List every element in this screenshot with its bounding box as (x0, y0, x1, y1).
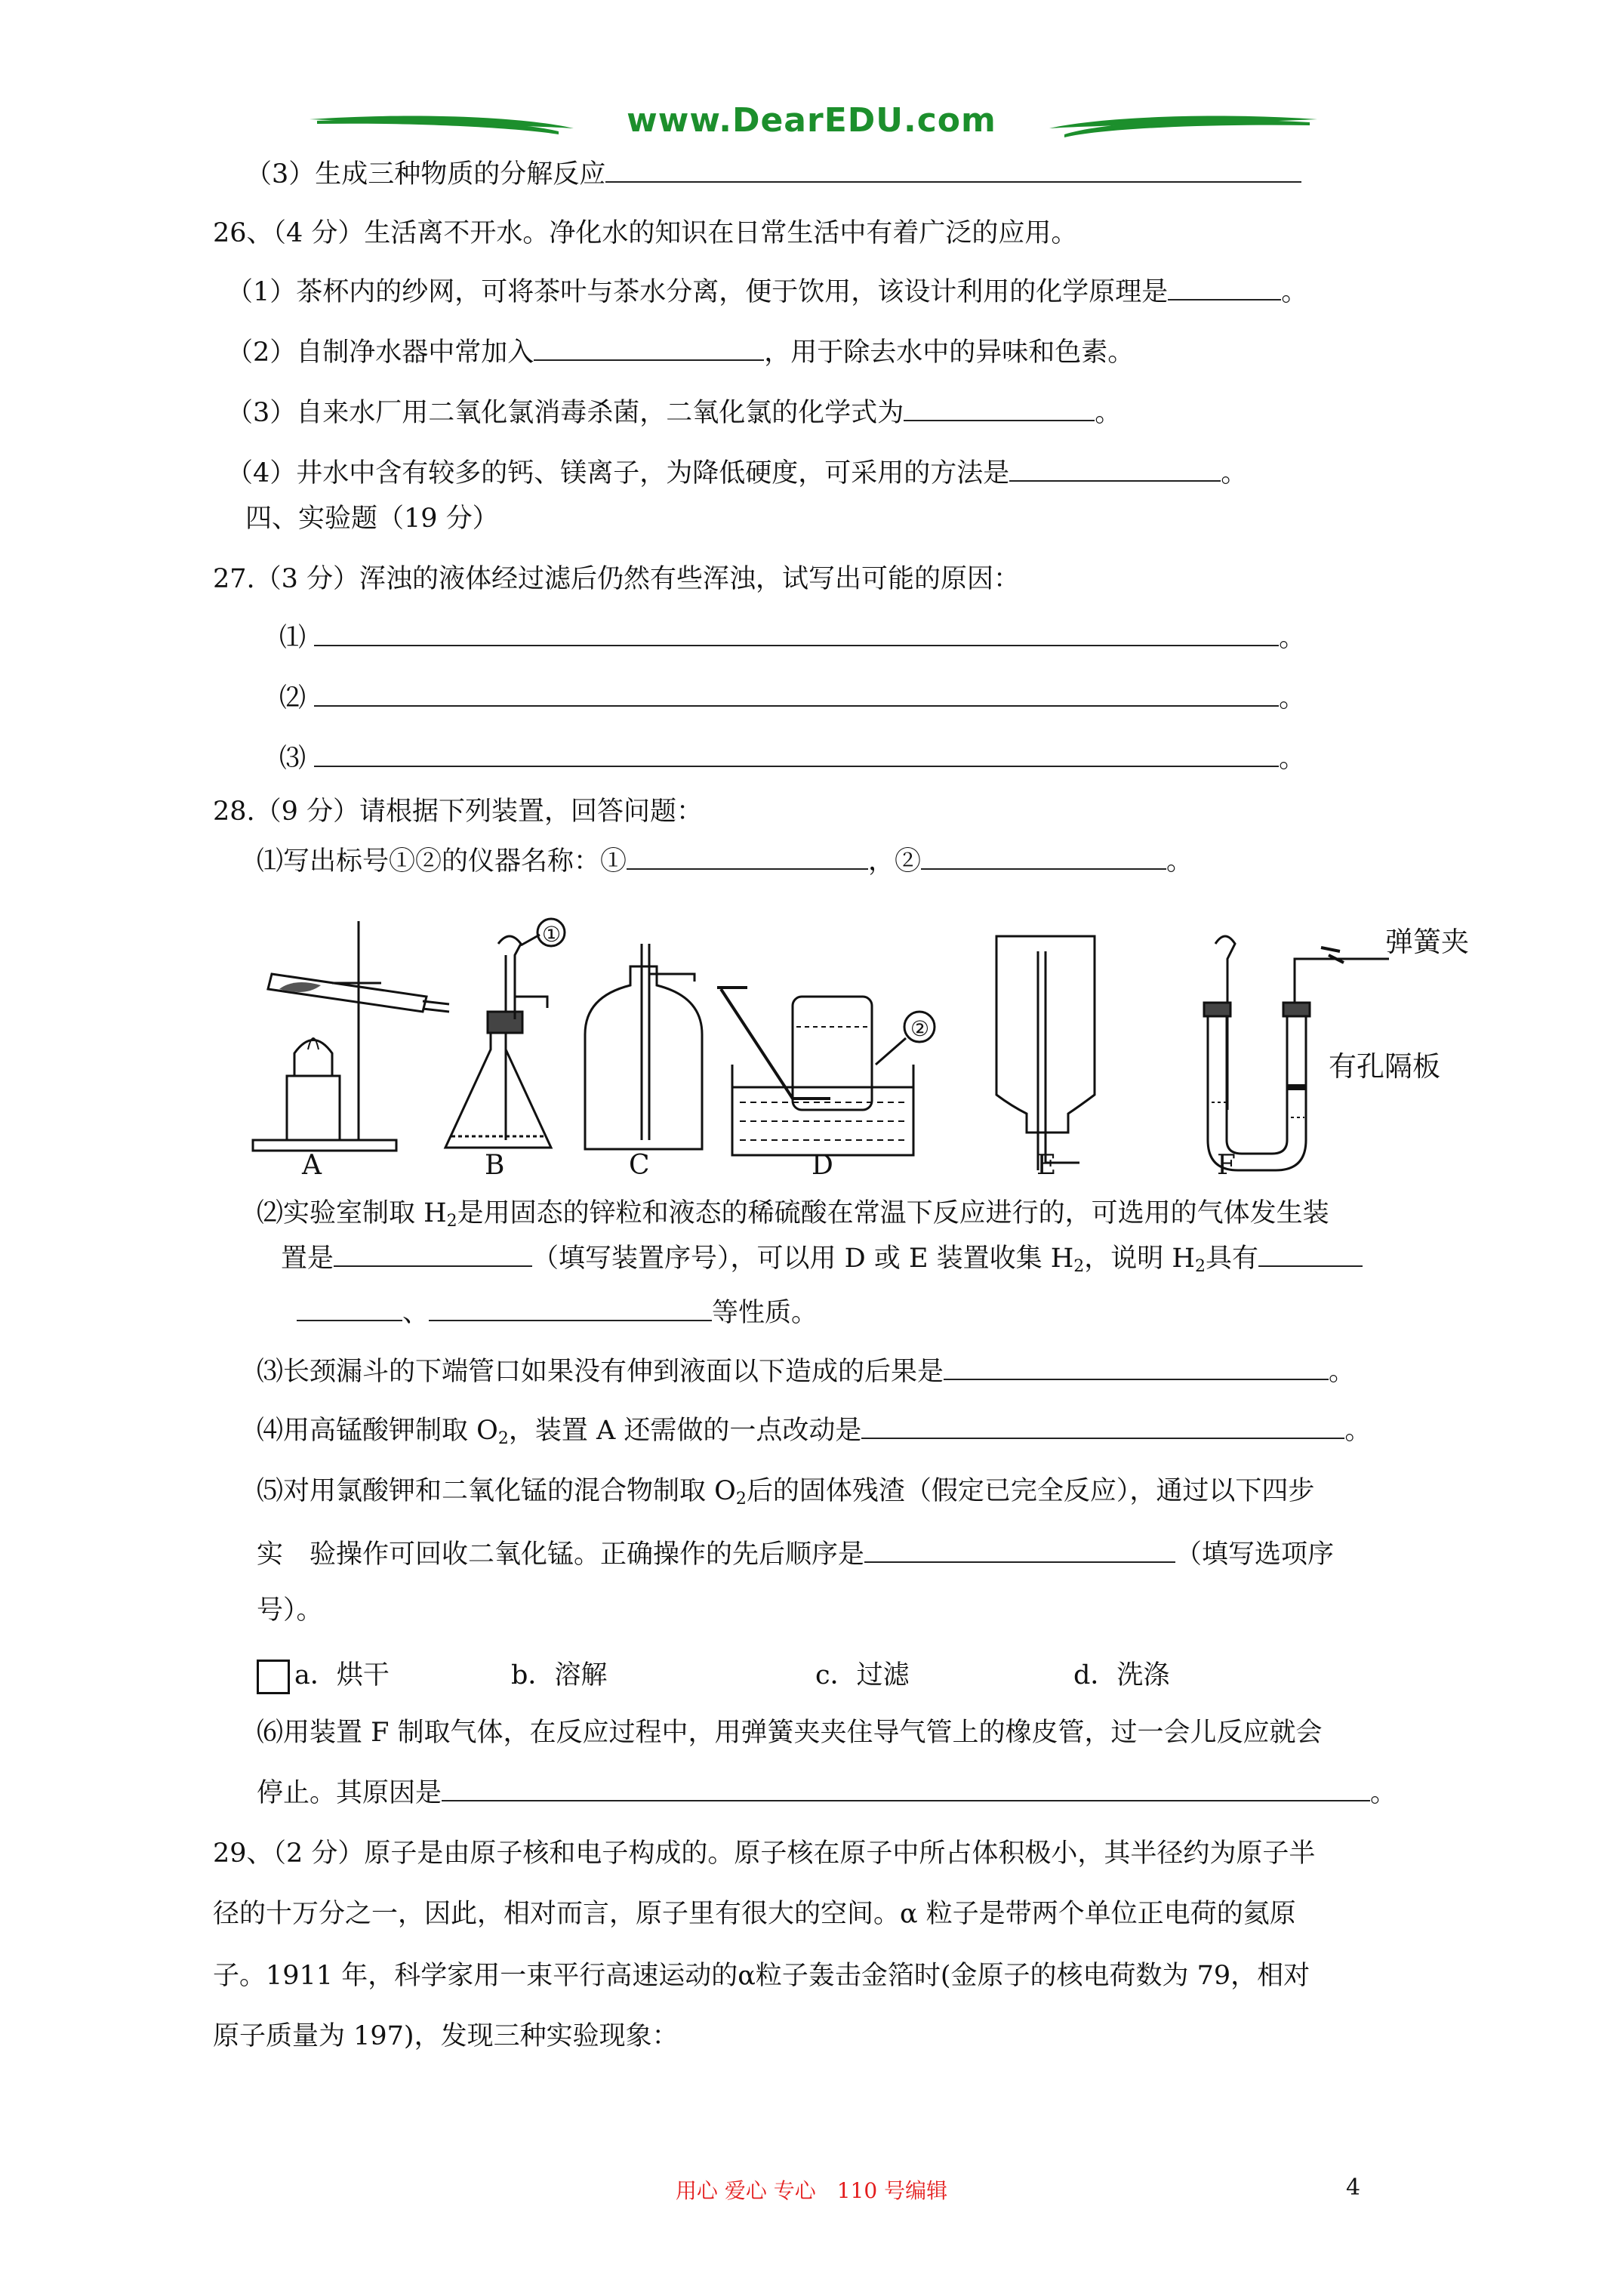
label-f: F (1217, 1150, 1236, 1178)
q26-part4: （4）井水中含有较多的钙、镁离子，为降低硬度，可采用的方法是 。 (226, 458, 1248, 488)
label-d: D (812, 1150, 833, 1178)
option-b: b．溶解 (511, 1660, 608, 1690)
q28-title: 28.（9 分）请根据下列装置，回答问题： (213, 797, 704, 827)
q29-line4: 原子质量为 197)，发现三种实验现象： (213, 2021, 679, 2051)
answer-box[interactable] (257, 1660, 290, 1694)
q26-part2: （2）自制净水器中常加入 ，用于除去水中的异味和色素。 (226, 337, 1135, 368)
q26-part3: （3）自来水厂用二氧化氯消毒杀菌，二氧化氯的化学式为 。 (226, 398, 1122, 428)
label-c: C (629, 1150, 650, 1178)
q28-part4: ⑷用高锰酸钾制取 $O_2$，装置 A 还需做的一点改动是 。 (257, 1416, 1372, 1448)
option-a: a．烘干 (294, 1660, 390, 1690)
label-e: E (1036, 1150, 1057, 1178)
page-number: 4 (1346, 2174, 1361, 2201)
q27-item-2: ⑵ 。 (279, 683, 1306, 713)
apparatus-figure (249, 914, 1472, 1178)
option-c: c．过滤 (815, 1660, 910, 1690)
q28-part1: ⑴写出标号①②的仪器名称：① ，② 。 (257, 846, 1193, 877)
apparatus-d (717, 988, 935, 1155)
q28-part5-line3: 号）。 (257, 1595, 323, 1626)
q28-part3: ⑶长颈漏斗的下端管口如果没有伸到液面以下造成的后果是 。 (257, 1357, 1356, 1387)
q27-item-1: ⑴ 。 (279, 623, 1306, 653)
q28-part2-line3: 、 等性质。 (297, 1296, 818, 1330)
apparatus-e (996, 936, 1095, 1170)
label-a: A (302, 1150, 322, 1178)
q26-title: 26、（4 分）生活离不开水。净化水的知识在日常生活中有着广泛的应用。 (213, 218, 1078, 248)
spring-clip-label: 弹簧夹 (1385, 926, 1469, 958)
q26-part1: （1）茶杯内的纱网，可将茶叶与茶水分离，便于饮用，该设计利用的化学原理是 。 (226, 277, 1308, 307)
q29-line2: 径的十万分之一，因此，相对而言，原子里有很大的空间。α 粒子是带两个单位正电荷的氦原 (213, 1899, 1296, 1929)
q27-item-3: ⑶ 。 (279, 744, 1306, 774)
section-title: 四、实验题（19 分） (245, 504, 499, 534)
label-b: B (485, 1150, 505, 1178)
q28-options (257, 1658, 390, 1694)
q29-line3: 子。1911 年，科学家用一束平行高速运动的α粒子轰击金箔时(金原子的核电荷数为 79，相对 (213, 1961, 1310, 1991)
q28-part6-line1: ⑹用装置 F 制取气体，在反应过程中，用弹簧夹夹住导气管上的橡皮管，过一会儿反应就会 (257, 1718, 1323, 1748)
apparatus-c (585, 944, 702, 1149)
apparatus-a (253, 921, 449, 1151)
marker-1: ① (542, 922, 562, 947)
q28-part2-line1: ⑵实验室制取 $H_2$是用固态的锌粒和液态的稀硫酸在常温下反应进行的，可选用的气体发生装 (257, 1198, 1329, 1231)
marker-2: ② (910, 1016, 930, 1041)
q25-part3: （3）生成三种物质的分解反应 (245, 157, 1301, 192)
site-title: www.DearEDU.com (627, 101, 996, 140)
q28-part5-line1: ⑸对用氯酸钾和二氧化锰的混合物制取 $O_2$后的固体残渣（假定已完全反应），通过以下四步 (257, 1476, 1315, 1509)
option-d: d．洗涤 (1073, 1660, 1170, 1690)
q28-part5-line2: 实 验操作可回收二氧化锰。正确操作的先后顺序是 （填写选项序 (257, 1539, 1335, 1570)
q27-title: 27.（3 分）浑浊的液体经过滤后仍然有些浑浊，试写出可能的原因： (213, 564, 1021, 594)
q28-part2-line2: 置是 （填写装置序号），可以用 D 或 E 装置收集 $H_2$，说明 $H_2$具有 (281, 1241, 1363, 1276)
porous-plate-label: 有孔隔板 (1329, 1050, 1440, 1083)
q29-line1: 29、（2 分）原子是由原子核和电子构成的。原子核在原子中所占体积极小，其半径约为原子半 (213, 1838, 1316, 1869)
apparatus-b (445, 919, 565, 1148)
q28-part6-line2: 停止。其原因是 。 (257, 1778, 1397, 1808)
footer-text: 用心 爱心 专心 110 号编辑 (675, 2178, 948, 2203)
